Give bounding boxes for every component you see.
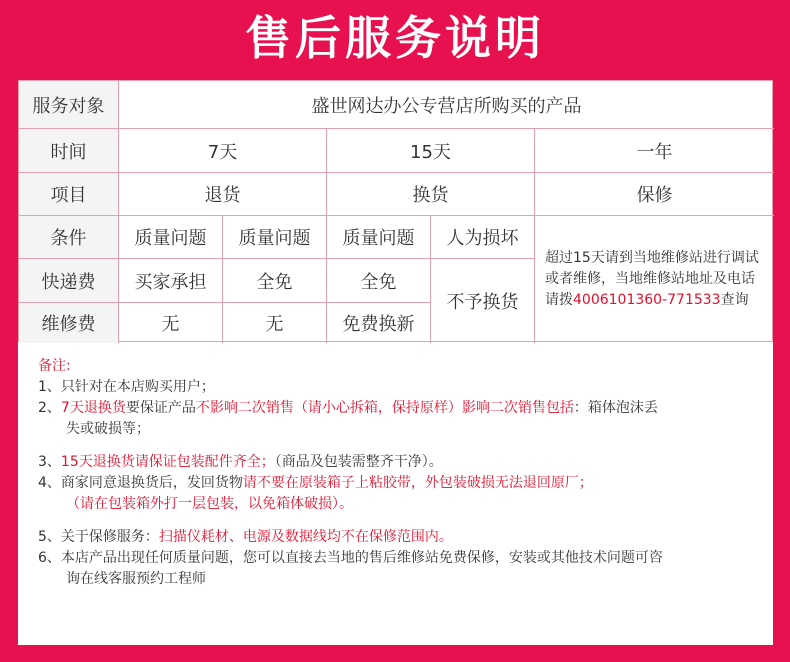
notes-title: 备注: xyxy=(38,358,71,374)
service-panel xyxy=(18,80,773,645)
item-return: 退货 xyxy=(119,173,327,216)
note-4-red-1: 请不要在原装箱子上粘胶带，外包装破损无法退回原厂； xyxy=(242,475,593,491)
note-4 xyxy=(38,473,758,515)
note-3-red: 15天退换货请保证包装配件齐全； xyxy=(60,454,275,470)
note-2-red-2: 不影响二次销售（请小心拆箱，保持原样）影响二次销售包括 xyxy=(195,400,574,416)
note-4-red-2: （请在包装箱外打一层包装，以免箱体破损）。 xyxy=(66,496,353,512)
service-target-label: 服务对象 xyxy=(19,81,119,129)
service-table xyxy=(18,80,773,342)
item-repair: 保修 xyxy=(535,173,774,216)
repair-fee-none-1: 无 xyxy=(119,303,223,343)
time-15-days: 15天 xyxy=(327,129,535,173)
note-2-text-1: 要保证产品 xyxy=(125,400,196,416)
service-target-value: 盛世网达办公专营店所购买的产品 xyxy=(119,81,774,129)
note-6-text-1: 6、本店产品出现任何质量问题，您可以直接去当地的售后维修站免费保修，安装或其他技术问题可咨 xyxy=(38,550,663,566)
repair-fee-label: 维修费 xyxy=(19,303,119,343)
note-4-text: 4、商家同意退换货后，发回货物 xyxy=(38,475,243,491)
repair-note xyxy=(535,216,774,343)
note-2-red-1: 7天退换货 xyxy=(60,400,126,416)
shipping-label: 快递费 xyxy=(19,259,119,303)
page-title: 售后服务说明 xyxy=(245,11,545,65)
note-5 xyxy=(38,527,758,548)
note-3-text: （商品及包装需整齐干净）。 xyxy=(274,454,443,470)
condition-human-damage: 人为损坏 xyxy=(431,216,535,259)
repair-fee-free-new: 免费换新 xyxy=(327,303,431,343)
item-exchange: 换货 xyxy=(327,173,535,216)
time-one-year: 一年 xyxy=(535,129,774,173)
note-5-text: 5、关于保修服务： xyxy=(38,529,159,545)
shipping-free-2: 全免 xyxy=(327,259,431,303)
condition-return-2: 质量问题 xyxy=(223,216,327,259)
note-5-red: 扫描仪耗材、电源及数据线均不在保修范围内。 xyxy=(158,529,453,545)
note-2-num: 2、 xyxy=(38,400,61,416)
repair-phone: 4006101360-771533 xyxy=(573,292,721,308)
repair-note-text: 超过15天请到当地维修站进行调试或者维修，当地维修站地址及电话请拨 xyxy=(545,250,759,308)
shipping-free-1: 全免 xyxy=(223,259,327,303)
repair-note-suffix: 查询 xyxy=(720,292,749,308)
condition-exchange: 质量问题 xyxy=(327,216,431,259)
note-2-text-2: ：箱体泡沫丢 xyxy=(573,400,658,416)
note-3 xyxy=(38,452,758,473)
condition-return: 质量问题 xyxy=(119,216,223,259)
item-label: 项目 xyxy=(19,173,119,216)
repair-fee-none-2: 无 xyxy=(223,303,327,343)
note-1: 1、只针对在本店购买用户； xyxy=(38,379,215,395)
condition-label: 条件 xyxy=(19,216,119,259)
time-7-days: 7天 xyxy=(119,129,327,173)
time-label: 时间 xyxy=(19,129,119,173)
notes-section xyxy=(38,356,758,602)
note-6 xyxy=(38,548,758,590)
note-2 xyxy=(38,398,758,440)
no-exchange: 不予换货 xyxy=(431,259,535,343)
shipping-buyer: 买家承担 xyxy=(119,259,223,303)
note-2-text-3: 失或破损等； xyxy=(66,421,150,437)
note-3-num: 3、 xyxy=(38,454,61,470)
note-6-text-2: 询在线客服预约工程师 xyxy=(66,571,206,587)
